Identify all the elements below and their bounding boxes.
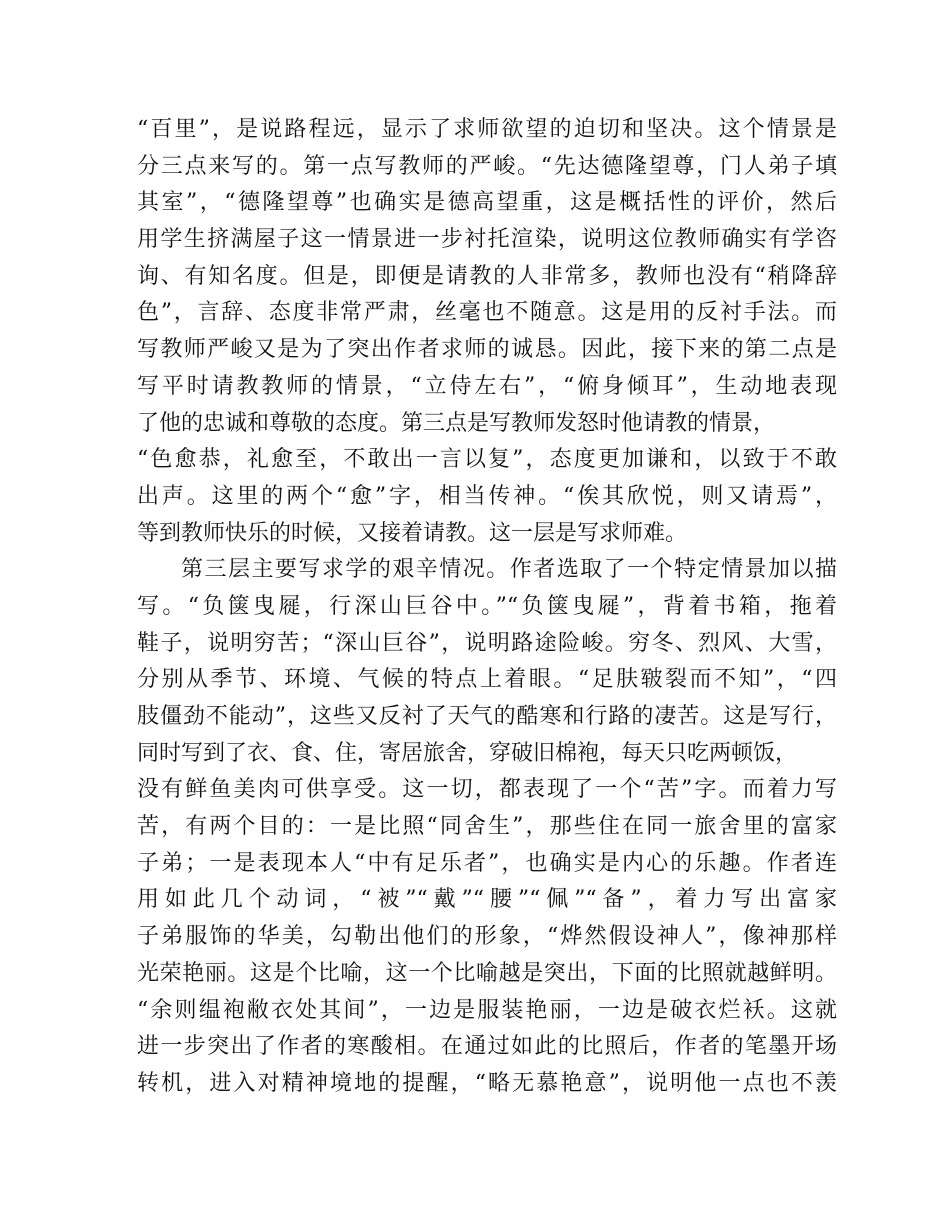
text-line: 子弟服饰的华美，勾勒出他们的形象，“烨然假设神人”，像神那样: [137, 924, 837, 950]
text-line: 等到教师快乐的时候，又接着请教。这一层是写求师难。: [137, 520, 688, 546]
text-line: 其室”，“德隆望尊”也确实是德高望重，这是概括性的评价，然后: [137, 190, 837, 216]
text-line: 第三层主要写求学的艰辛情况。作者选取了一个特定情景加以描: [181, 557, 837, 583]
text-line: 出声。这里的两个“愈”字，相当传神。“俟其欣悦，则又请焉”，: [137, 483, 837, 509]
text-line: 写教师严峻又是为了突出作者求师的诚恳。因此，接下来的第二点是: [137, 337, 837, 363]
paragraph-2: [137, 552, 837, 1102]
text-line: “百里”，是说路程远，显示了求师欲望的迫切和坚决。这个情景是: [137, 117, 837, 142]
text-line: 没有鲜鱼美肉可供享受。这一切，都表现了一个“苦”字。而着力写: [137, 777, 837, 803]
text-line: 分三点来写的。第一点写教师的严峻。“先达德隆望尊，门人弟子填: [137, 153, 837, 179]
text-line: “色愈恭，礼愈至，不敢出一言以复”，态度更加谦和，以致于不敢: [137, 447, 837, 473]
body-text: [137, 112, 837, 1103]
text-line: 转机，进入对精神境地的提醒，“略无慕艳意”，说明他一点也不羡: [137, 1070, 837, 1096]
text-line: 询、有知名度。但是，即便是请教的人非常多，教师也没有“稍降辞: [137, 263, 837, 289]
text-line: 了他的忠诚和尊敬的态度。第三点是写教师发怒时他请教的情景，: [137, 410, 776, 436]
text-line: 写。“负箧曳屣，行深山巨谷中。”“负箧曳屣”，背着书箱，拖着: [137, 593, 837, 619]
text-line: 用学生挤满屋子这一情景进一步衬托渲染，说明这位教师确实有学咨: [137, 227, 837, 253]
text-line: 肢僵劲不能动”，这些又反衬了天气的酷寒和行路的凄苦。这是写行，: [137, 704, 837, 729]
text-line: 进一步突出了作者的寒酸相。在通过如此的比照后，作者的笔墨开场: [137, 1034, 837, 1060]
text-line: “余则缊袍敝衣处其间”，一边是服装艳丽，一边是破衣烂袄。这就: [137, 997, 837, 1023]
text-line: 同时写到了衣、食、住，寄居旅舍，穿破旧棉袍，每天只吃两顿饭，: [137, 740, 798, 766]
text-line: 子弟；一是表现本人“中有足乐者”，也确实是内心的乐趣。作者连: [137, 850, 837, 876]
text-line: 苦，有两个目的：一是比照“同舍生”，那些住在同一旅舍里的富家: [137, 814, 837, 840]
text-line: 光荣艳丽。这是个比喻，这一个比喻越是突出，下面的比照就越鲜明。: [137, 960, 837, 986]
text-line: 分别从季节、环境、气候的特点上着眼。“足肤皲裂而不知”，“四: [137, 667, 837, 693]
text-line: 鞋子，说明穷苦；“深山巨谷”，说明路途险峻。穷冬、烈风、大雪，: [137, 630, 837, 656]
paragraph-1: [137, 112, 837, 552]
text-line: 用如此几个动词，“被”“戴”“腰”“佩”“备”，着力写出富家: [137, 887, 837, 913]
text-line: 写平时请教教师的情景，“立侍左右”，“俯身倾耳”，生动地表现: [137, 373, 837, 399]
text-line: 色”，言辞、态度非常严肃，丝毫也不随意。这是用的反衬手法。而: [137, 300, 837, 326]
